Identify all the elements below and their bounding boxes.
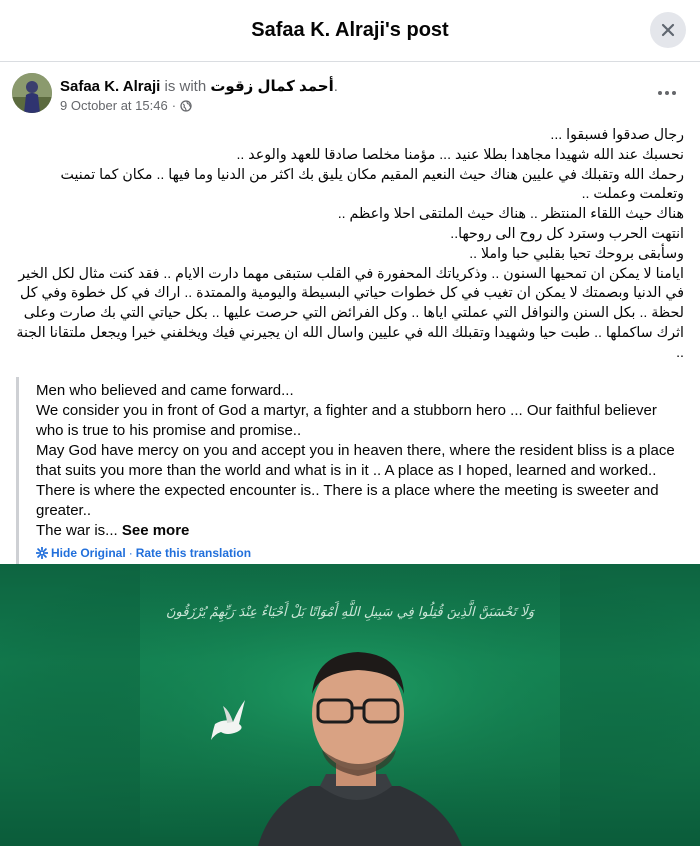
post-translation <box>16 377 684 565</box>
translation-links <box>36 543 684 565</box>
translation-line: We consider you in front of God a martyr, a fighter and a stubborn hero ... Our faithful believer who is true to his promise and promise.. <box>36 401 657 439</box>
author-line <box>60 77 338 95</box>
globe-icon <box>180 100 192 112</box>
post-header <box>0 73 700 129</box>
author-name[interactable]: Safaa K. Alraji <box>60 78 161 95</box>
translation-line: There is where the expected encounter is.. There is a place where the meeting is sweeter and greater.. <box>36 481 659 519</box>
tagged-name[interactable]: أحمد كمال زقوت <box>210 78 334 95</box>
link-separator: · <box>128 545 133 560</box>
modal-title: Safaa K. Alraji's post <box>251 19 449 41</box>
post-text-original <box>0 126 700 364</box>
translation-line-last <box>36 521 684 541</box>
rate-translation-link[interactable]: Rate this translation <box>135 545 252 560</box>
arabic-line: وسأبقى بروحك تحيا بقلبي حبا واملا .. <box>469 245 684 262</box>
arabic-line: هناك حيث اللقاء المنتظر .. هناك حيث الملتقى احلا واعظم .. <box>337 206 684 223</box>
post-image-artwork <box>0 564 700 846</box>
with-text: is with <box>164 78 207 95</box>
hide-original-link[interactable]: Hide Original <box>51 545 126 560</box>
arabic-line: رحمك الله وتقبلك في عليين هناك حيث النعيم المقيم مكان يليق بك اكثر من الدنيا وما فيها .. مكان كما تمنيت وتعلمت وعملت .. <box>60 166 684 203</box>
translation-line: Men who believed and came forward... <box>36 381 294 399</box>
tagged-suffix: . <box>333 78 338 95</box>
arabic-line: ايامنا لا يمكن ان تمحيها السنون .. وذكرياتك المحفورة في القلب ستبقى مهما دارت الايام .. فقد كنت مثال لكل الخير في الدنيا وبصمتك لا يمكن ان تغيب في كل خطوات حياتي البسيطة واليومية والممتدة .. اراك في كل خطوة وفي كل لحظة .. بكل السنن والنوافل التي عملتي اياها .. وكل الفرائض التي حرصت عليها .. بكل حياتي التي بك صارت وعلى اثرك ساكملها .. طبت حيا وشهيدا وتقبلك الله في عليين واسال الله ان يجيرني فيك ويخلفني خيرا ويجعل ملتقانا الجنة .. <box>16 265 684 361</box>
modal-header <box>0 0 700 62</box>
post-timestamp[interactable]: 9 October at 15:46 <box>60 98 168 113</box>
arabic-line: انتهت الحرب وسترد كل روح الى روحها.. <box>450 225 684 242</box>
translation-line: May God have mercy on you and accept you in heaven there, where the resident bliss is a place that suits you more than the world and what is in it .. A place as I hoped, learned and worked.. <box>36 441 675 479</box>
close-button[interactable] <box>650 12 686 48</box>
more-horizontal-icon <box>657 90 677 96</box>
translation-truncated: The war is... <box>36 521 118 539</box>
arabic-line: نحسبك عند الله شهيدا مجاهدا بطلا عنيد ... مؤمنا مخلصا صادقا للعهد والوعد .. <box>236 146 684 163</box>
avatar[interactable] <box>12 73 52 113</box>
gear-icon <box>36 547 48 559</box>
arabic-line: رجال صدقوا فسبقوا ... <box>550 127 684 143</box>
post-meta <box>60 98 192 113</box>
close-icon <box>660 22 676 38</box>
meta-dot: · <box>171 98 177 113</box>
post-image[interactable] <box>0 564 700 846</box>
image-calligraphy: وَلَا تَحْسَبَنَّ الَّذِينَ قُتِلُوا فِي سَبِيلِ اللَّهِ أَمْوَاتًا بَلْ أَحْيَاءٌ عِنْدَ رَبِّهِمْ يُرْزَقُونَ <box>165 605 535 620</box>
more-options-button[interactable] <box>652 81 682 105</box>
see-more-link[interactable]: See more <box>121 521 190 539</box>
avatar-image <box>12 73 52 113</box>
